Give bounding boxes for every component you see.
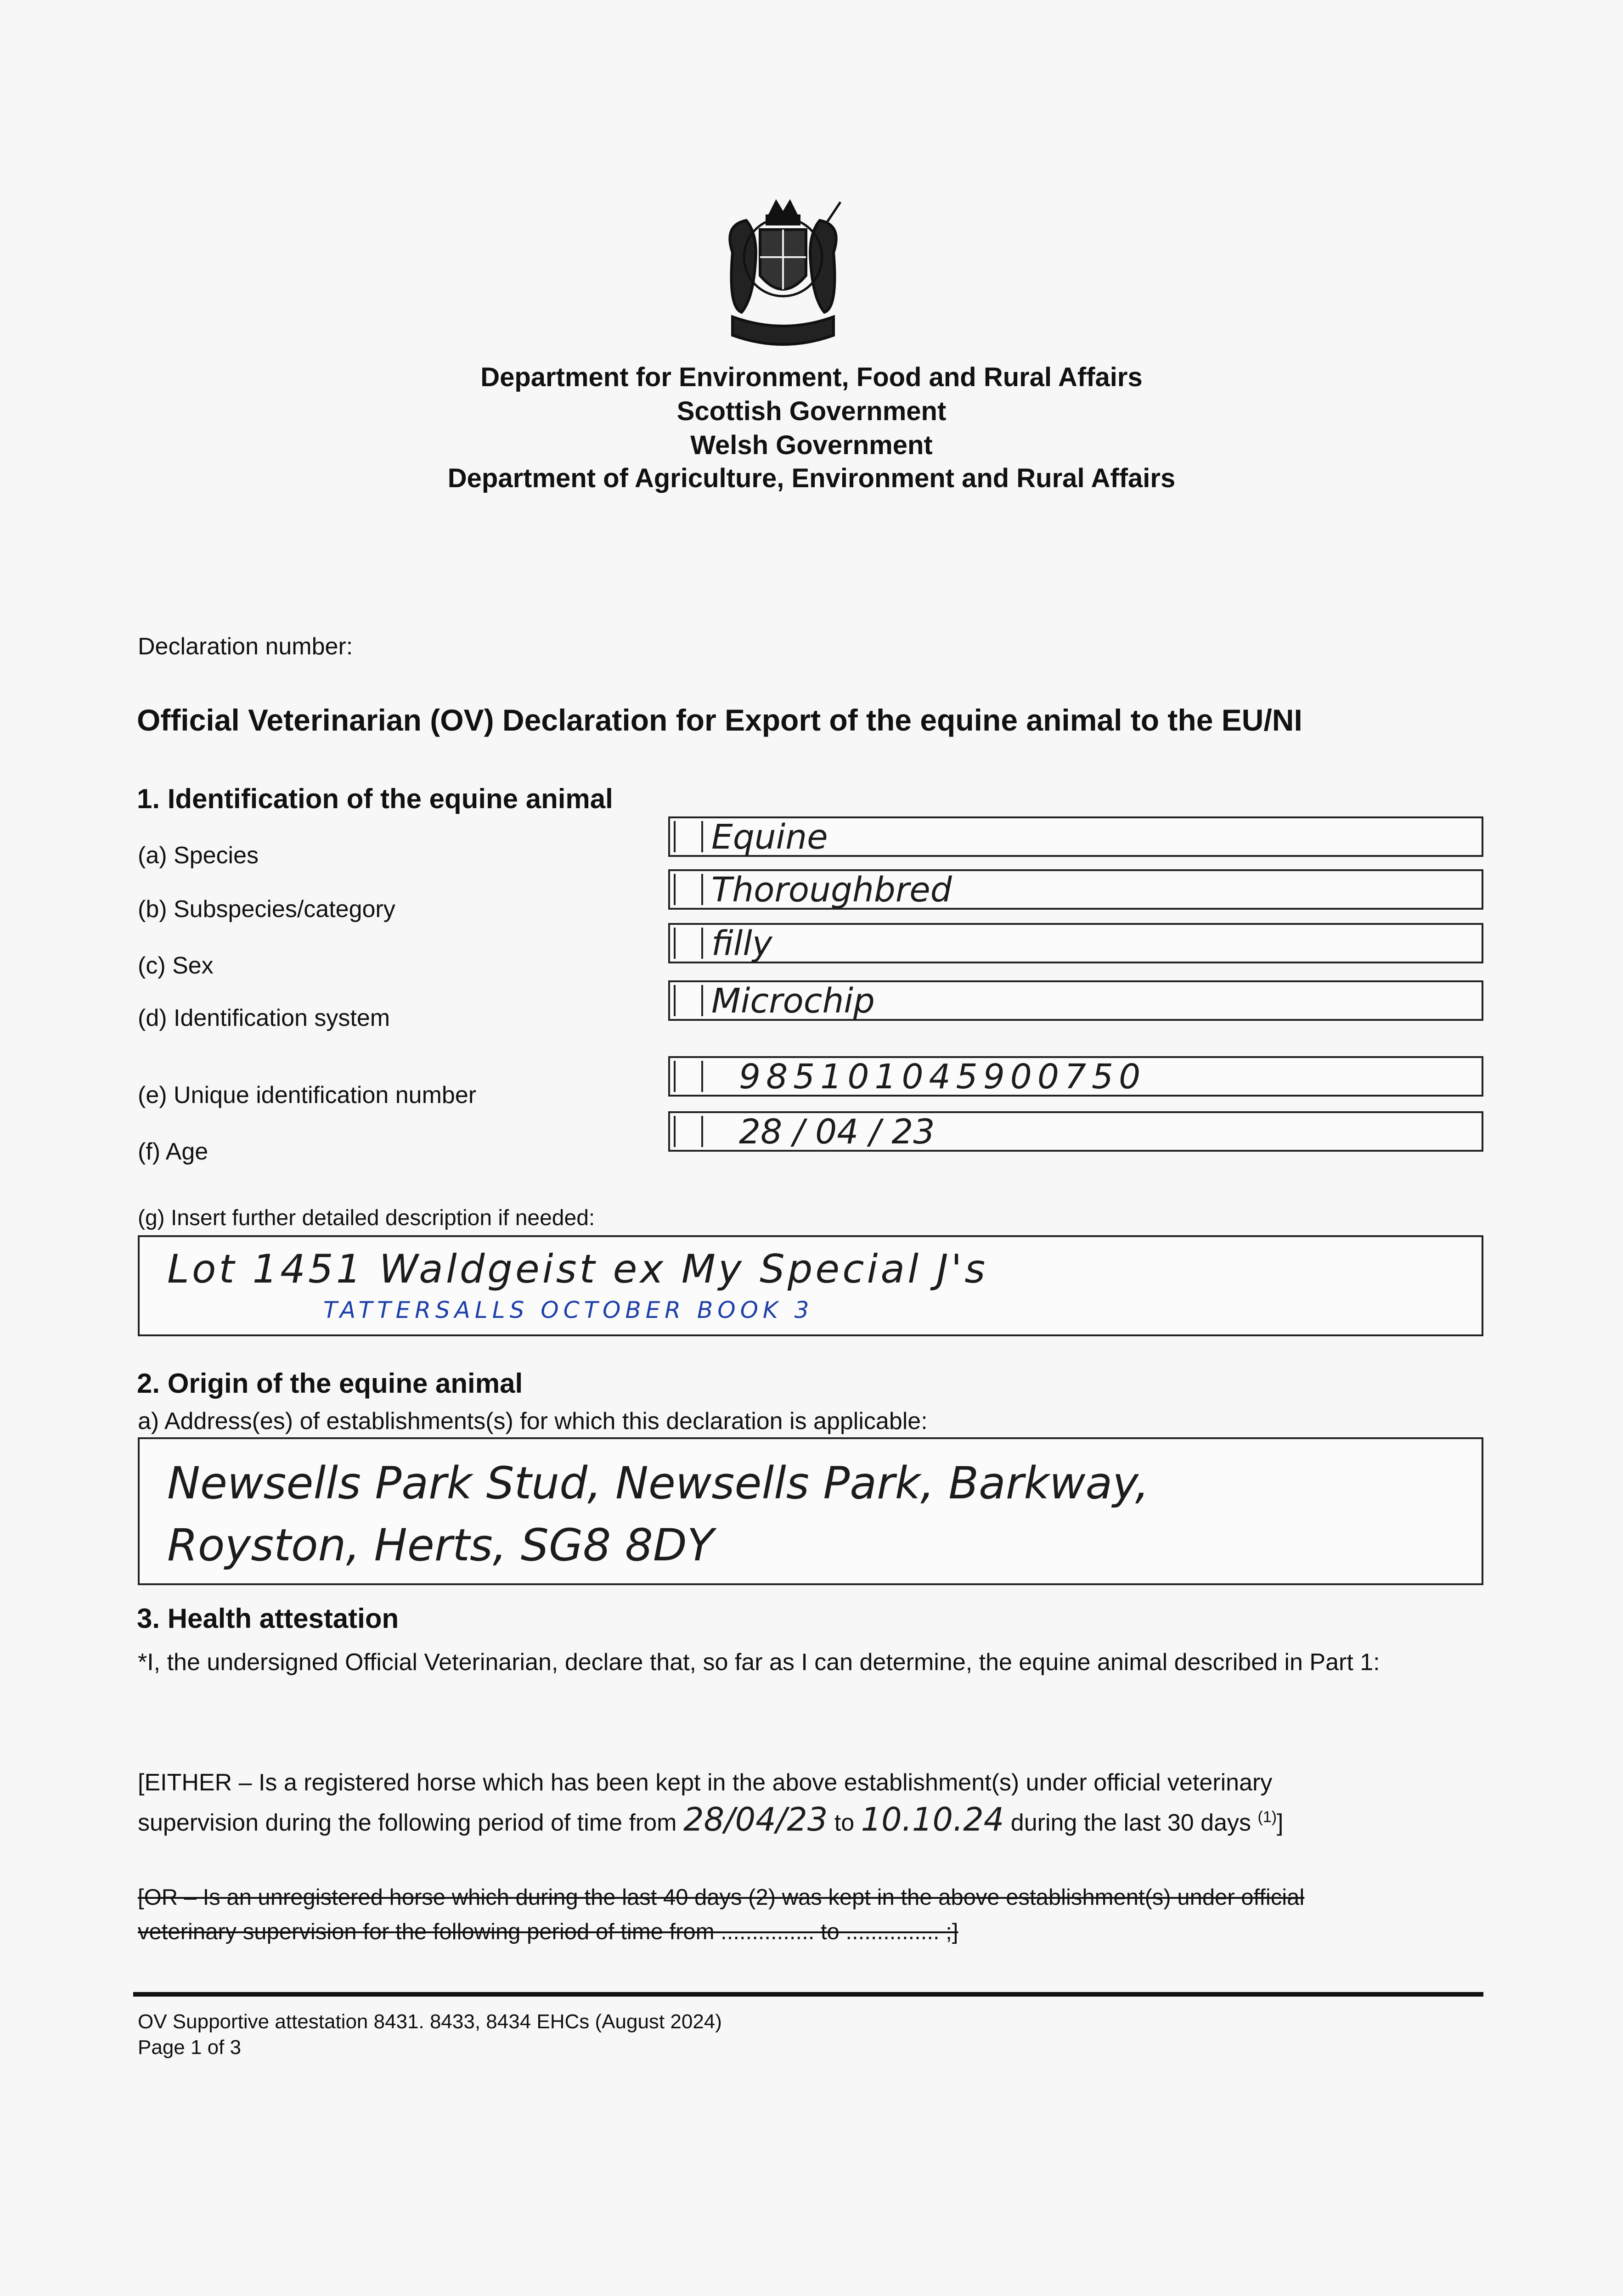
subspecies-field[interactable]: [668, 869, 1483, 910]
health-intro: *I, the undersigned Official Veterinarian, declare that, so far as I can determine, the equine animal described in Part 1:: [138, 1649, 1380, 1676]
field-marker: [701, 1061, 703, 1092]
department-line-3: Welsh Government: [690, 430, 933, 460]
footer-divider: [133, 1992, 1483, 1997]
subspecies-value: Thoroughbred: [711, 870, 952, 910]
field-marker: [674, 821, 676, 852]
age-field[interactable]: [668, 1111, 1483, 1152]
or-clause-line-2: veterinary supervision for the following period of time from ............... to ............... ;]: [138, 1919, 958, 1944]
id-system-value: Microchip: [711, 981, 875, 1021]
field-marker: [701, 985, 703, 1016]
address-field[interactable]: [138, 1437, 1483, 1585]
further-description-value: Lot 1451 Waldgeist ex My Special J's: [167, 1246, 988, 1292]
address-label: a) Address(es) of establishments(s) for which this declaration is applicable:: [138, 1408, 928, 1435]
department-line-4: Department of Agriculture, Environment and Rural Affairs: [447, 463, 1176, 493]
field-marker: [674, 928, 676, 959]
id-system-field[interactable]: [668, 980, 1483, 1021]
department-line-2: Scottish Government: [676, 396, 947, 426]
department-line-1: Department for Environment, Food and Rural Affairs: [480, 362, 1143, 392]
field-marker: [674, 874, 676, 905]
age-label: (f) Age: [138, 1138, 209, 1165]
sex-field[interactable]: [668, 923, 1483, 963]
either-clause-line-2: [138, 1802, 1483, 1837]
either-from-date: 28/04/23: [683, 1801, 828, 1839]
either-to-word: to: [834, 1809, 855, 1836]
species-field[interactable]: [668, 816, 1483, 857]
sex-label: (c) Sex: [138, 952, 214, 979]
unique-id-value: 985101045900750: [739, 1057, 1146, 1097]
section2-heading: 2. Origin of the equine animal: [137, 1368, 523, 1399]
unique-id-label: (e) Unique identification number: [138, 1082, 477, 1109]
sex-value: filly: [711, 924, 772, 963]
field-marker: [701, 928, 703, 959]
field-marker: [674, 1061, 676, 1092]
subspecies-label: (b) Subspecies/category: [138, 896, 395, 923]
field-marker: [701, 1116, 703, 1147]
either-text-a: supervision during the following period of time from: [138, 1809, 677, 1836]
address-line-1: Newsells Park Stud, Newsells Park, Barkway,: [167, 1458, 1150, 1509]
either-clause-line-1: [EITHER – Is a registered horse which has been kept in the above establishment(s) under official veterinary: [138, 1769, 1273, 1796]
further-description-field[interactable]: [138, 1235, 1483, 1336]
section3-heading: 3. Health attestation: [137, 1603, 399, 1634]
footer-reference: OV Supportive attestation 8431. 8433, 8434 EHCs (August 2024): [138, 2010, 722, 2033]
or-clause-line-1: [OR – Is an unregistered horse which during the last 40 days (2) was kept in the above establishment(s) under official: [138, 1885, 1305, 1910]
section1-heading: 1. Identification of the equine animal: [137, 783, 613, 814]
either-text-b: during the last 30 days: [1010, 1809, 1251, 1836]
field-marker: [674, 1116, 676, 1147]
footer-page-number: Page 1 of 3: [138, 2036, 242, 2059]
species-label: (a) Species: [138, 842, 259, 869]
address-line-2: Royston, Herts, SG8 8DY: [167, 1519, 714, 1571]
species-value: Equine: [711, 817, 828, 857]
royal-coat-of-arms-icon: [714, 197, 852, 354]
declaration-number-label: Declaration number:: [138, 633, 353, 660]
id-system-label: (d) Identification system: [138, 1005, 390, 1031]
age-value: 28 / 04 / 23: [739, 1112, 935, 1152]
either-end: ]: [1277, 1809, 1284, 1836]
further-description-blue-note: TATTERSALLS OCTOBER BOOK 3: [323, 1297, 814, 1323]
field-marker: [701, 821, 703, 852]
field-marker: [701, 874, 703, 905]
either-to-date: 10.10.24: [861, 1801, 1004, 1839]
unique-id-field[interactable]: [668, 1056, 1483, 1097]
either-footnote: (1): [1257, 1808, 1277, 1826]
field-marker: [674, 985, 676, 1016]
further-description-label: (g) Insert further detailed description if needed:: [138, 1206, 595, 1230]
page-title: Official Veterinarian (OV) Declaration for Export of the equine animal to the EU/NI: [137, 703, 1302, 737]
